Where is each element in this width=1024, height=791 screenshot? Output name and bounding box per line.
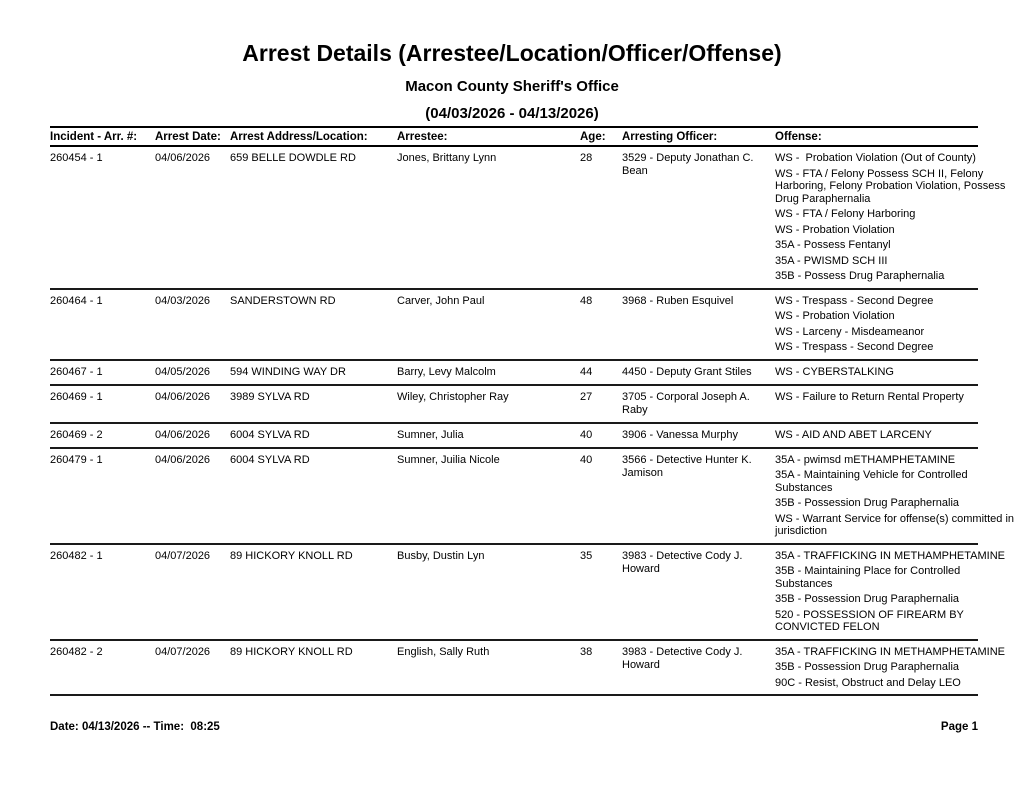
report-footer	[50, 721, 978, 733]
col-header-officer: Arresting Officer:	[622, 127, 775, 146]
address-cell: 594 WINDING WAY DR	[230, 360, 397, 385]
arrest-date-cell: 04/06/2026	[155, 448, 230, 544]
offense-line: 35B - Possession Drug Paraphernalia	[775, 497, 960, 509]
arrest-table-header	[50, 127, 978, 146]
offense-line: WS - Warrant Service for offense(s) committed in jurisdiction	[775, 512, 1018, 537]
offense-line: 35A - Possess Fentanyl	[775, 239, 891, 251]
address-cell: 89 HICKORY KNOLL RD	[230, 640, 397, 696]
footer-page-number: Page 1	[940, 721, 978, 733]
offense-line: 90C - Resist, Obstruct and Delay LEO	[775, 676, 961, 689]
officer-name: 3983 - Detective Cody J. Howard	[622, 549, 743, 575]
age-cell: 48	[580, 289, 622, 360]
offense-line: WS - FTA / Felony Harboring	[775, 208, 916, 220]
report-title: Arrest Details (Arrestee/Location/Officer/Offense)	[242, 40, 782, 66]
offense-line: WS - Probation Violation (Out of County)	[775, 152, 976, 164]
offense-cell	[775, 448, 1018, 544]
address-cell: 659 BELLE DOWDLE RD	[230, 146, 397, 289]
offense-cell	[775, 146, 1009, 289]
incident-cell: 260482 - 1	[50, 544, 155, 640]
report-agency: Macon County Sheriff's Office	[405, 78, 619, 95]
officer-cell	[622, 423, 775, 448]
table-row	[50, 423, 978, 448]
arrestee-cell: Sumner, Juilia Nicole	[397, 448, 580, 544]
offense-cell	[775, 385, 978, 423]
table-row	[50, 448, 978, 544]
age-cell: 40	[580, 448, 622, 544]
col-header-arrest-date: Arrest Date:	[155, 127, 230, 146]
address-cell: 3989 SYLVA RD	[230, 385, 397, 423]
age-cell: 38	[580, 640, 622, 696]
offense-line: 35A - PWISMD SCH III	[775, 254, 888, 267]
offense-line: WS - Trespass - Second Degree	[775, 341, 934, 353]
address-cell: SANDERSTOWN RD	[230, 289, 397, 360]
arrestee-cell: Wiley, Christopher Ray	[397, 385, 580, 423]
incident-cell: 260469 - 1	[50, 385, 155, 423]
officer-name: 3983 - Detective Cody J. Howard	[622, 645, 743, 671]
offense-line: 35A - TRAFFICKING IN METHAMPHETAMINE	[775, 549, 1006, 562]
offense-line: WS - Probation Violation	[775, 310, 895, 322]
officer-name: 3968 - Ruben Esquivel	[622, 294, 734, 307]
arrest-table-body	[50, 146, 1018, 695]
age-cell: 35	[580, 544, 622, 640]
offense-line: 520 - POSSESSION OF FIREARM BY CONVICTED FELON	[775, 608, 967, 633]
offense-cell	[775, 640, 1006, 696]
age-cell: 40	[580, 423, 622, 448]
age-cell: 44	[580, 360, 622, 385]
offense-line: WS - Probation Violation	[775, 223, 895, 236]
offense-line: 35B - Possess Drug Paraphernalia	[775, 270, 945, 282]
arrestee-cell: Sumner, Julia	[397, 423, 580, 448]
arrest-date-cell: 04/06/2026	[155, 146, 230, 289]
offense-line: 35A - pwimsd mETHAMPHETAMINE	[775, 453, 956, 466]
officer-name: 4450 - Deputy Grant Stiles	[622, 365, 752, 378]
officer-cell	[622, 544, 775, 640]
table-row	[50, 360, 978, 385]
officer-name: 3566 - Detective Hunter K. Jamison	[622, 453, 752, 479]
offense-cell	[775, 360, 978, 385]
arrestee-cell: Busby, Dustin Lyn	[397, 544, 580, 640]
arrest-date-cell: 04/05/2026	[155, 360, 230, 385]
header-row	[50, 127, 978, 146]
col-header-offense: Offense:	[775, 127, 978, 146]
incident-cell: 260469 - 2	[50, 423, 155, 448]
officer-cell	[622, 289, 775, 360]
col-header-arrestee: Arrestee:	[397, 127, 580, 146]
offense-line: WS - CYBERSTALKING	[775, 365, 894, 378]
table-row	[50, 385, 978, 423]
incident-cell: 260479 - 1	[50, 448, 155, 544]
offense-cell	[775, 544, 1006, 640]
arrestee-cell: Jones, Brittany Lynn	[397, 146, 580, 289]
arrest-date-cell: 04/03/2026	[155, 289, 230, 360]
table-row	[50, 544, 978, 640]
offense-line: WS - Larceny - Misdeameanor	[775, 325, 925, 338]
officer-cell	[622, 385, 775, 423]
offense-line: WS - Trespass - Second Degree	[775, 294, 934, 307]
arrest-date-cell: 04/07/2026	[155, 640, 230, 696]
officer-name: 3906 - Vanessa Murphy	[622, 428, 738, 441]
table-row	[50, 640, 978, 696]
offense-cell	[775, 423, 978, 448]
arrestee-cell: Carver, John Paul	[397, 289, 580, 360]
officer-cell	[622, 360, 775, 385]
arrestee-cell: Barry, Levy Malcolm	[397, 360, 580, 385]
age-cell: 28	[580, 146, 622, 289]
arrestee-cell: English, Sally Ruth	[397, 640, 580, 696]
offense-line: WS - AID AND ABET LARCENY	[775, 428, 932, 441]
offense-line: 35A - TRAFFICKING IN METHAMPHETAMINE	[775, 645, 1006, 658]
offense-line: 35B - Possession Drug Paraphernalia	[775, 593, 960, 605]
officer-cell	[622, 640, 775, 696]
address-cell: 6004 SYLVA RD	[230, 448, 397, 544]
officer-cell	[622, 146, 775, 289]
offense-line: 35B - Maintaining Place for Controlled Substances	[775, 565, 964, 590]
age-cell: 27	[580, 385, 622, 423]
report-header	[0, 0, 1024, 122]
table-row	[50, 289, 978, 360]
col-header-age: Age:	[580, 127, 622, 146]
table-row	[50, 146, 978, 289]
report-date-range: (04/03/2026 - 04/13/2026)	[425, 105, 599, 122]
officer-name: 3705 - Corporal Joseph A. Raby	[622, 390, 750, 416]
incident-cell: 260454 - 1	[50, 146, 155, 289]
address-cell: 89 HICKORY KNOLL RD	[230, 544, 397, 640]
arrest-table	[50, 126, 1018, 696]
officer-cell	[622, 448, 775, 544]
incident-cell: 260464 - 1	[50, 289, 155, 360]
offense-cell	[775, 289, 978, 360]
incident-cell: 260467 - 1	[50, 360, 155, 385]
offense-line: WS - Failure to Return Rental Property	[775, 390, 964, 403]
offense-line: WS - FTA / Felony Possess SCH II, Felony Harboring, Felony Probation Violation, Possess Drug Paraphernalia	[775, 167, 1009, 205]
arrest-date-cell: 04/06/2026	[155, 385, 230, 423]
incident-cell: 260482 - 2	[50, 640, 155, 696]
col-header-address: Arrest Address/Location:	[230, 127, 397, 146]
arrest-date-cell: 04/07/2026	[155, 544, 230, 640]
offense-line: 35B - Possession Drug Paraphernalia	[775, 661, 960, 673]
officer-name: 3529 - Deputy Jonathan C. Bean	[622, 152, 754, 177]
footer-date-time: Date: 04/13/2026 -- Time: 08:25	[50, 721, 220, 733]
col-header-incident: Incident - Arr. #:	[50, 127, 155, 146]
offense-line: 35A - Maintaining Vehicle for Controlled Substances	[775, 469, 971, 494]
address-cell: 6004 SYLVA RD	[230, 423, 397, 448]
arrest-date-cell: 04/06/2026	[155, 423, 230, 448]
